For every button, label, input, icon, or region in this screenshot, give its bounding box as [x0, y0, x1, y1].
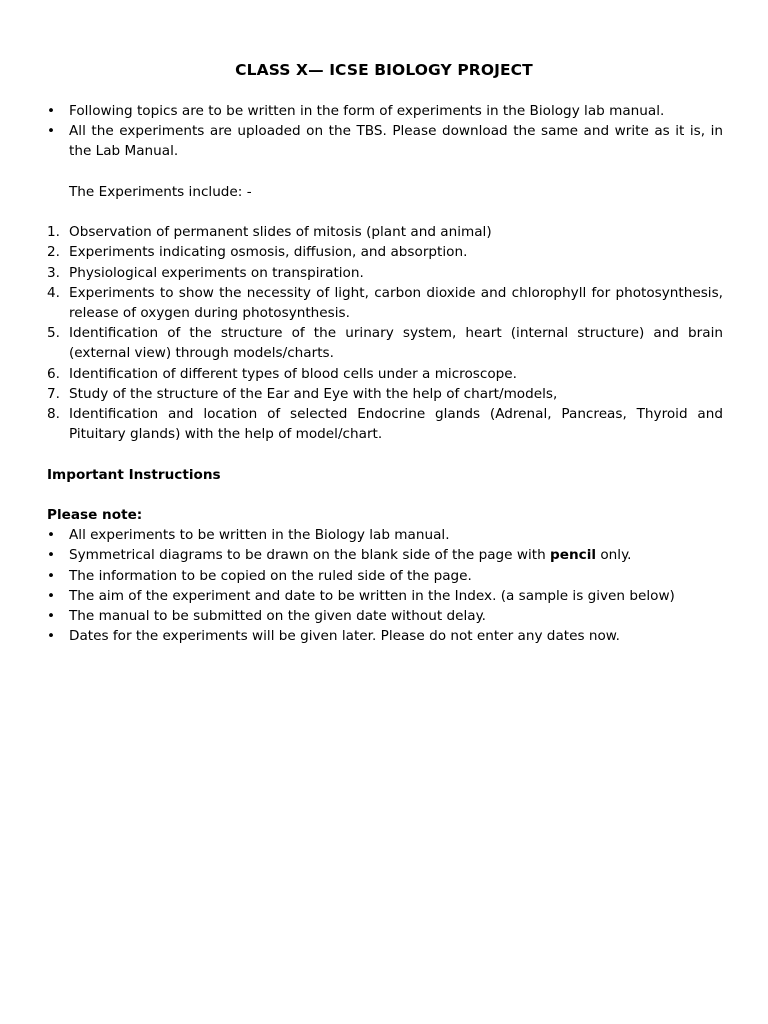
note-item: • The manual to be submitted on the given date without delay.: [47, 606, 723, 626]
experiment-number: 3.: [47, 264, 60, 281]
experiment-item: [47, 222, 723, 242]
note-item: • Dates for the experiments will be given later. Please do not enter any dates now.: [47, 626, 723, 646]
experiment-number: 1.: [47, 224, 60, 241]
experiment-text: Identification of different types of blood cells under a microscope.: [69, 365, 517, 382]
intro-bullet-item: • Following topics are to be written in the form of experiments in the Biology lab manual.: [47, 101, 723, 121]
experiment-text: Identification and location of selected Endocrine glands (Adrenal, Pancreas, Thyroid and Pituitary glands) with the help of model/chart.: [69, 406, 723, 443]
note-item: • All experiments to be written in the Biology lab manual.: [47, 525, 723, 545]
experiments-list: [47, 222, 723, 444]
experiment-text: Experiments indicating osmosis, diffusion, and absorption.: [69, 244, 468, 261]
experiment-item: [47, 242, 723, 262]
experiments-intro: The Experiments include: -: [69, 183, 252, 200]
experiment-number: 6.: [47, 365, 60, 382]
experiment-item: [47, 364, 723, 384]
note-item: • The aim of the experiment and date to be written in the Index. (a sample is given below): [47, 586, 723, 606]
note-text: only.: [596, 547, 632, 564]
intro-bullet-item: • All the experiments are uploaded on the TBS. Please download the same and write as it is, in the Lab Manual.: [47, 121, 723, 161]
note-text: Symmetrical diagrams to be drawn on the blank side of the page with: [69, 547, 551, 564]
note-emphasis: pencil: [550, 547, 597, 564]
notes-list: [47, 525, 723, 646]
experiment-item: [47, 384, 723, 404]
experiment-number: 8.: [47, 406, 60, 423]
experiment-text: Study of the structure of the Ear and Eye with the help of chart/models,: [69, 385, 558, 402]
experiment-number: 7.: [47, 385, 60, 402]
note-item: [47, 545, 723, 565]
note-heading: Please note:: [47, 507, 143, 523]
experiment-item: [47, 283, 723, 323]
experiment-number: 5.: [47, 325, 60, 342]
page-title: CLASS X— ICSE BIOLOGY PROJECT: [235, 61, 533, 79]
note-item: • The information to be copied on the ruled side of the page.: [47, 566, 723, 586]
intro-bullet-list: [47, 101, 723, 162]
experiment-text: Identification of the structure of the urinary system, heart (internal structure) and brain (external view) through models/charts.: [69, 325, 723, 362]
experiment-item: [47, 323, 723, 363]
experiment-text: Observation of permanent slides of mitosis (plant and animal): [69, 224, 492, 241]
experiment-item: [47, 404, 723, 444]
instructions-heading: Important Instructions: [47, 466, 221, 483]
document-body: [47, 101, 723, 646]
experiment-number: 2.: [47, 244, 60, 261]
experiment-number: 4.: [47, 284, 60, 301]
experiment-item: [47, 263, 723, 283]
experiment-text: Physiological experiments on transpiration.: [69, 264, 364, 281]
experiment-text: Experiments to show the necessity of light, carbon dioxide and chlorophyll for photosynthesis, release of oxygen during photosynthesis.: [69, 284, 723, 321]
